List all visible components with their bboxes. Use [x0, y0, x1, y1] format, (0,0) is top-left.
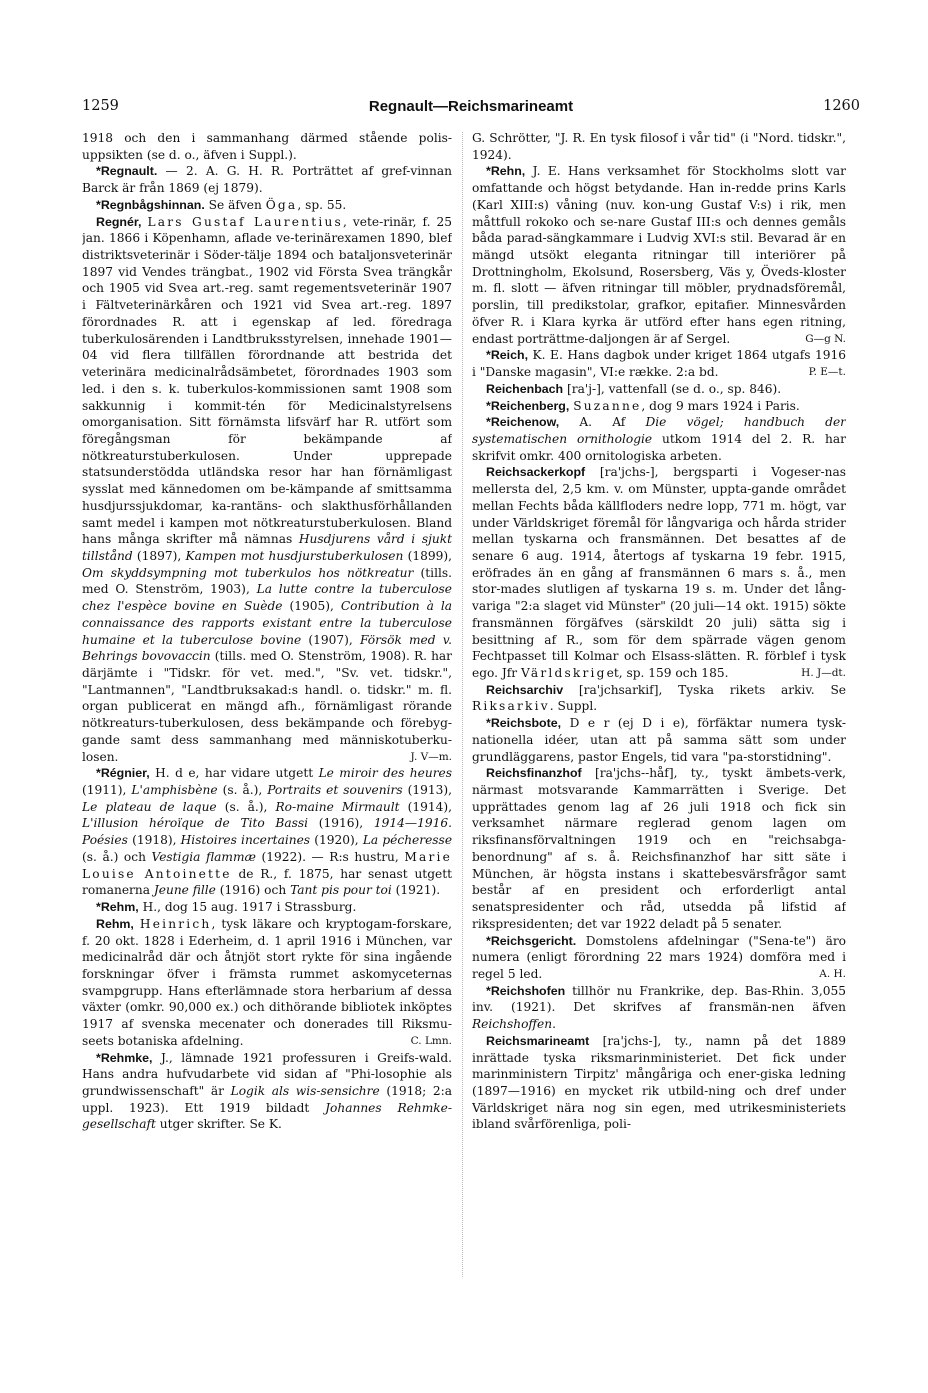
entry-continuation: G. Schrötter, "J. R. En tysk filosof i vår tid" (i "Nord. tidskr.", 1924).: [472, 131, 846, 162]
page-number-right: 1260: [823, 98, 860, 114]
entry-rehm-h: *Rehm, H., dog 15 aug. 1917 i Strassburg.: [96, 900, 357, 915]
entry-regnbagshinnan: *Regnbågshinnan. Se äfven Öga, sp. 55.: [96, 197, 347, 212]
author-signature: G—g N.: [805, 332, 846, 345]
page-header: [82, 98, 860, 122]
entry-headword: Reichsmarineamt: [486, 1033, 590, 1048]
left-column: [82, 130, 452, 1133]
entry-headword: Rehm,: [96, 916, 134, 931]
entry-headword: Reichsackerkopf: [486, 465, 586, 480]
right-column: [472, 130, 846, 1133]
entry-reichsbote: *Reichsbote, D e r (ej D i e), förfäktar numera tysk-nationella idéer, utan att på samma sätt som under grundläggarens, pastor Engels, tid vara "pa-storstidning".: [472, 716, 846, 764]
entry-regner: Regnér, Lars Gustaf Laurentius, vete-rinär, f. 25 jan. 1866 i Köpenhamn, aflade ve-terinärexamen 1890, blef distriktsveterinär i Söder-tälje 1894 och bataljonsveterinär 1897 vid Vendes trängbat., 1902 vid Första Svea trängkår och 1905 vid Svea art.-reg. samt regementsveterinär 1907 i Fältveterinärkåren och 1921 vid Svea art.-reg. 1897 förordnades R. att i egenskap af led. föredraga tuberkulosärenden i Landtbruksstyrelsen, innehade 1901—04 vid flera tillfällen förordnande att bestrida det veterinära medicinalrådsämbetet, förordnades 1903 som led. i den s. k. tuberkulos-kommissionen samt 1908 som sakkunnig i kommit-tén för Medicinalstyrelsens omorganisation. Sitt förnämsta lifsvärf har R. utfört som föregångsman för bekämpande af nötkreaturstuberkulosen. Under upprepade statsunderstödda utländska resor har han förnämligast sysslat med kännedomen om be-kämpande af smittsamma husdjurssjukdomar, ka-rantäns- och slakthusförhållanden samt medel i kampen mot nötkreaturstuberkulosen. Bland hans många skrifter må nämnas Husdjurens vård i sjukt tillstånd (1897), Kampen mot husdjurstuberkulosen (1899), Om skyddsympning mot tuberkulos hos nötkreatur (tills. med O. Stenström, 1903), La lutte contre la tuberculose chez l'espèce bovine en Suède (1905), Contribution à la connaissance des rapports existant entre la tuberculose humaine et la tuberculose bovine (1907), Försök med v. Behrings bovovaccin (tills. med O. Stenström, 1908). R. har därjämte i "Tidskr. för vet. med.", "Sv. vet. tidskr.", "Lantmannen", "Landtbruksakad:s handl. o. tidskr." m. fl. organ publicerat en mängd afh., förnämligast rörande nötkreaturs-tuberkulosen, dess bekämpande och förebyg-gande samt dess sammanhang med människotuberku-losen. J. V—m.: [82, 214, 452, 764]
entry-headword: *Reichenow,: [486, 415, 560, 430]
entry-headword: *Rehn,: [486, 164, 526, 179]
entry-reichenberg: *Reichenberg, Suzanne, dog 9 mars 1924 i Paris.: [486, 398, 800, 413]
entry-headword: *Régnier,: [96, 766, 150, 781]
entry-headword: *Rehmke,: [96, 1050, 153, 1065]
entry-reichenbach: Reichenbach [ra'j-], vattenfall (se d. o., sp. 846).: [486, 381, 782, 396]
entry-headword: Reichsarchiv: [486, 682, 564, 697]
entry-rehm-heinrich: Rehm, Heinrich, tysk läkare och kryptogam-forskare, f. 20 okt. 1828 i Ederheim, d. 1 april 1916 i München, var medicinalråd där och åtnjöt stort rykte för sina ingående forskningar öfver i främsta rummet askomyceternas svampgrupp. Hans efterlämnade stora herbarium af dessa växter (omkr. 90,000 ex.) och dithörande bibliotek inköptes 1917 af svenska mecenater och donerades till Riksmu-seets botaniska afdelning. C. Lmn.: [82, 916, 452, 1048]
entry-rehn: *Rehn, J. E. Hans verksamhet för Stockholms slott var omfattande och högst betydande. Han in-redde prins Karls (Karl XIII:s) våning (nuv. kon-ung Gustaf V:s) i rik, men måttfull rokoko och se-nare Gustaf III:s och dennes gemåls båda parad-sängkammare i Ludvig XVI:s stil. Bevarad är en mängd utsökt eleganta ritningar till interiörer på Drottningholm, Ekolsund, Rosersberg, Väs y, Öveds-kloster m. fl. slott — äfven ritningar till möbler, prydnadsföremål, porslin, till predikstolar, grafkor, epitafier. Minnesvården öfver R. i Klara kyrka är utförd efter hans egen ritning, endast porträttme-daljongen är af Sergel. G—g N.: [472, 164, 846, 346]
entry-rehmke: *Rehmke, J., lämnade 1921 professuren i Greifs-wald. Hans andra hufvudarbete vid sidan af "Phi-losophie als grundwissenschaft" är Logik als wis-sensichre (1918; 2:a uppl. 1923). Ett 1919 bildadt Johannes Rehmke-gesellschaft utger skrifter. Se K.: [82, 1050, 452, 1132]
entry-regnier: *Régnier, H. d e, har vidare utgett Le miroir des heures (1911), L'amphisbène (s. å.), Portraits et souvenirs (1913), Le plateau de laque (s. å.), Ro-maine Mirmault (1914), L'illusion héroïque de Tito Bassi (1916), 1914—1916. Poésies (1918), Histoires incertaines (1920), La pécheresse (s. å.) och Vestigia flammæ (1922). — R:s hustru, Marie Louise Antoinette de R., f. 1875, har senast utgett romanerna Jeune fille (1916) och Tant pis pour toi (1921).: [82, 766, 452, 898]
entry-reichsackerkopf: Reichsackerkopf [ra'jchs-], bergsparti i Vogeser-nas mellersta del, 2,5 km. v. om Münster, uppta-gande området mellan Fechts båda källfloders nedre lopp, 771 m. högt, var under Världskriget föremål för långvariga och hårda strider mellan tyskarna och fransmännen. Det besattes af de senare 6 aug. 1914, återtogs af tyskarna 19 febr. 1915, eröfrades än en gång af fransmännen 6 mars s. å., men stor-mades slutligen af tyskarna 19 s. m. Under det lång-variga "2:a slaget vid Münster" (20 juli—14 okt. 1915) sökte fransmännen förgäfves (särskildt 20 juli) sätta sig i besittning af R., som för dem spärrade vägen genom Fechtpasset till Kolmar och Elsass-slätten. R. förblef i tysk ego. Jfr Världskriget, sp. 159 och 185. H. J—dt.: [472, 465, 846, 680]
entry-headword: *Regnbågshinnan.: [96, 197, 205, 212]
entry-reichsfinanzhof: Reichsfinanzhof [ra'jchs--håf], ty., tyskt ämbets-verk, närmast motsvarande Kammarrätten i Sverige. Det upprättades genom lag af 26 juli 1918 och fick sin verksamhet närmare reglerad genom lagen om riksfinansförvaltningen 1919 och en "reichsabga-benordnung" af s. å. Reichsfinanzhof har sitt säte i München, är högsta instans i skattebesvärsfrågor samt består af en president och erforderligt antal senatspresidenter och råd, utsedda på lifstid af rikspresidenten; det var 1922 deladt på 5 senater.: [472, 766, 846, 931]
entry-reichsgericht: *Reichsgericht. Domstolens afdelningar ("Sena-te") äro numera (enligt förordning 22 mars 1924) domföra med i regel 5 led. A. H.: [472, 933, 846, 981]
entry-headword: *Rehm,: [96, 900, 139, 915]
entry-headword: *Reichenberg,: [486, 398, 570, 413]
entry-reichshofen: *Reichshofen tillhör nu Frankrike, dep. Bas-Rhin. 3,055 inv. (1921). Det skrifves af fransmän-nen äfven Reichshoffen.: [472, 983, 846, 1032]
entry-continuation: 1918 och den i sammanhang därmed stående polis-uppsikten (se d. o., äfven i Suppl.).: [82, 131, 452, 162]
entry-reichenow: *Reichenow, A. Af Die vögel; handbuch der systematischen ornithologie utkom 1914 del 2. R. har skrifvit omkr. 400 ornitologiska arbeten.: [472, 415, 846, 463]
entry-headword: *Reich,: [486, 348, 529, 363]
entry-headword: Regnér,: [96, 214, 142, 229]
author-signature: P. E—t.: [808, 366, 846, 379]
entry-reich: *Reich, K. E. Hans dagbok under kriget 1864 utgafs 1916 i "Danske magasin", VI:e række. 2:a bd. P. E—t.: [472, 348, 846, 380]
entry-headword: *Regnault.: [96, 164, 158, 179]
page-number-left: 1259: [82, 98, 119, 114]
author-signature: J. V—m.: [410, 750, 452, 763]
running-title: Regnault—Reichsmarineamt: [368, 98, 574, 115]
entry-headword: *Reichshofen: [486, 983, 566, 998]
author-signature: H. J—dt.: [801, 667, 846, 679]
entry-headword: *Reichsgericht.: [486, 933, 577, 948]
entry-reichsarchiv: Reichsarchiv [ra'jchsarkif], Tyska rikets arkiv. Se Riksarkiv. Suppl.: [472, 682, 846, 714]
entry-headword: Reichenbach: [486, 381, 564, 396]
entry-headword: Reichsfinanzhof: [486, 766, 582, 781]
entry-reichsmarineamt: Reichsmarineamt [ra'jchs-], ty., namn på det 1889 inrättade tyska riksmarinministeriet. Det fick under marinministern Tirpitz' mångåriga och ener-giska ledning (1897—1916) en mycket rik utbild-ning och dref under Världskriget nära nog sin egen, med utrikesministeriets ibland svårförenliga, poli-: [472, 1033, 846, 1132]
author-signature: A. H.: [819, 967, 846, 980]
column-divider: [462, 132, 464, 1277]
entry-headword: *Reichsbote,: [486, 716, 562, 731]
author-signature: C. Lmn.: [410, 1034, 452, 1047]
entry-regnault: *Regnault. — 2. A. G. H. R. Porträttet af gref-vinnan Barck är från 1869 (ej 1879).: [82, 164, 452, 196]
